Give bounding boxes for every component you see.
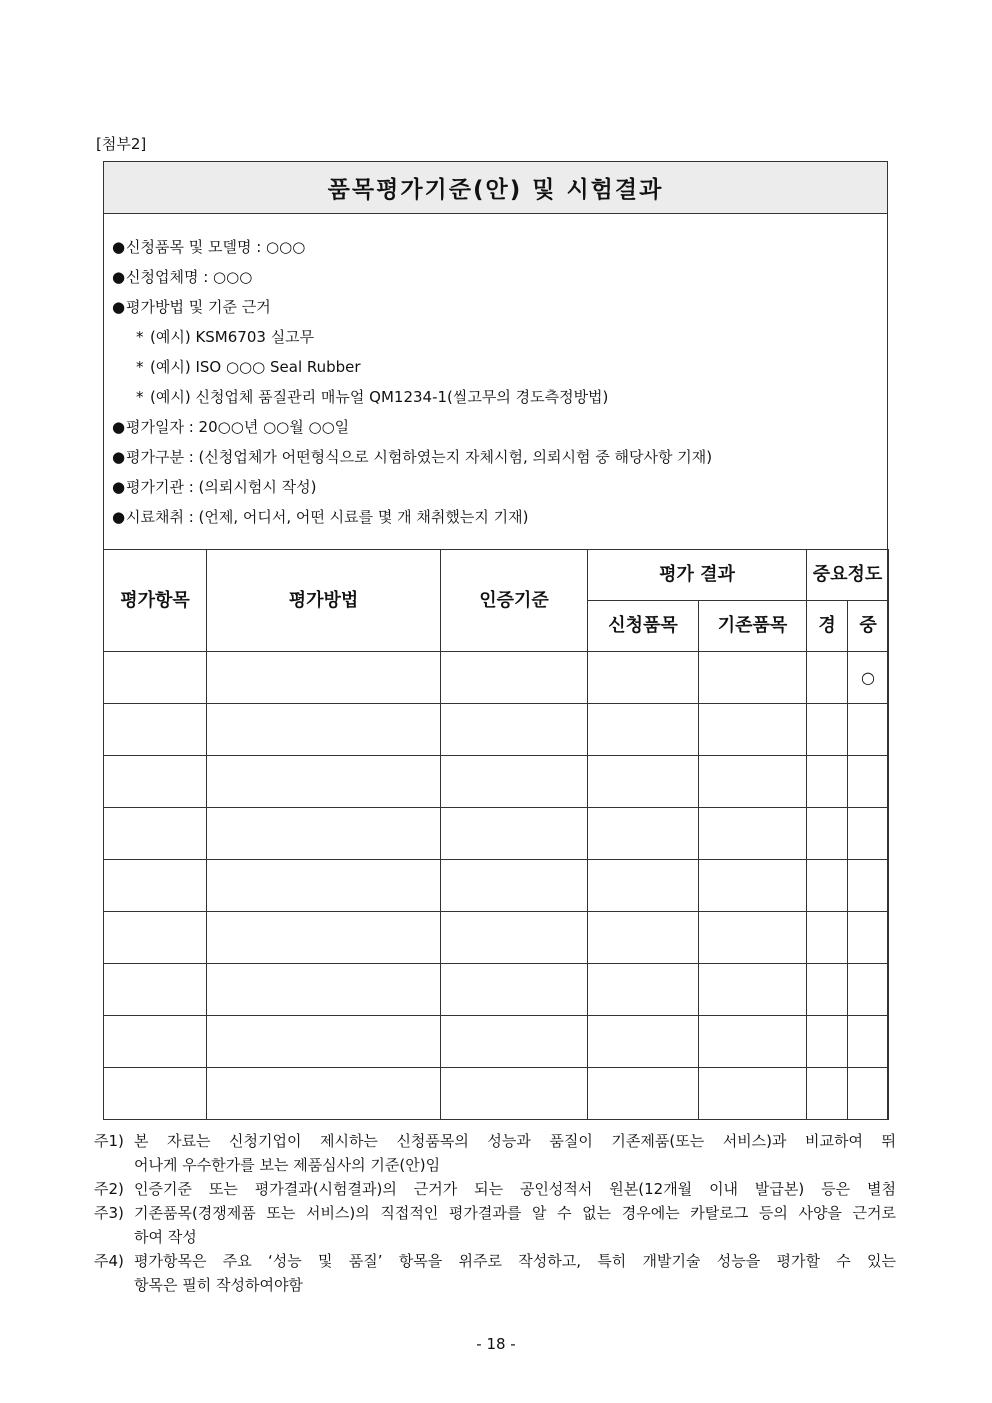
footnote — [94, 1201, 896, 1225]
cell-heavy[interactable] — [848, 964, 889, 1016]
asterisk-marker: * — [136, 388, 144, 406]
cell-applied[interactable] — [588, 860, 699, 912]
cell-light[interactable] — [807, 808, 848, 860]
footnote-continuation: 어나게 우수한가를 보는 제품심사의 기준(안)임 — [134, 1156, 441, 1174]
cell-item[interactable] — [104, 808, 207, 860]
table-row — [104, 964, 889, 1016]
cell-existing[interactable] — [699, 964, 807, 1016]
bullet-marker: ● — [112, 448, 126, 466]
info-item-text: 평가일자 : 20○○년 ○○월 ○○일 — [126, 418, 350, 436]
cell-existing[interactable] — [699, 756, 807, 808]
table-row — [104, 912, 889, 964]
footnote — [94, 1249, 896, 1273]
cell-applied[interactable] — [588, 704, 699, 756]
cell-method[interactable] — [207, 860, 441, 912]
cell-method[interactable] — [207, 1016, 441, 1068]
table-row — [104, 1068, 889, 1120]
cell-existing[interactable] — [699, 860, 807, 912]
info-item — [112, 502, 887, 532]
cell-light[interactable] — [807, 1016, 848, 1068]
info-item — [112, 412, 887, 442]
cell-criteria[interactable] — [441, 808, 588, 860]
bullet-marker: ● — [112, 268, 126, 286]
cell-heavy[interactable] — [848, 1068, 889, 1120]
info-item-text: 평가구분 : (신청업체가 어떤형식으로 시험하였는지 자체시험, 의뢰시험 중 해당사항 기재) — [126, 448, 713, 466]
table-row — [104, 860, 889, 912]
cell-item[interactable] — [104, 756, 207, 808]
cell-light[interactable] — [807, 704, 848, 756]
cell-item[interactable] — [104, 652, 207, 704]
footnote-continuation: 하여 작성 — [134, 1228, 197, 1246]
cell-existing[interactable] — [699, 704, 807, 756]
attachment-label: [첨부2] — [96, 135, 147, 153]
cell-heavy[interactable] — [848, 756, 889, 808]
info-item — [112, 382, 887, 412]
bullet-marker: ● — [112, 298, 126, 316]
cell-existing[interactable] — [699, 808, 807, 860]
info-item-text: (예시) ISO ○○○ Seal Rubber — [150, 358, 361, 376]
cell-method[interactable] — [207, 808, 441, 860]
cell-existing[interactable] — [699, 912, 807, 964]
cell-applied[interactable] — [588, 756, 699, 808]
footnote-text: 본 자료는 신청기업이 제시하는 신청품목의 성능과 품질이 기존제품(또는 서비스)과 비교하여 뛰 — [134, 1132, 896, 1150]
cell-criteria[interactable] — [441, 704, 588, 756]
cell-method[interactable] — [207, 756, 441, 808]
info-item-text: (예시) 신청업체 품질관리 매뉴얼 QM1234-1(씰고무의 경도측정방법) — [150, 388, 609, 406]
bullet-marker: ● — [112, 478, 126, 496]
footnote — [94, 1129, 896, 1153]
info-item-text: 신청품목 및 모델명 : ○○○ — [126, 238, 306, 256]
evaluation-form — [103, 161, 888, 1120]
cell-heavy[interactable]: ○ — [848, 652, 889, 704]
cell-criteria[interactable] — [441, 860, 588, 912]
cell-light[interactable] — [807, 756, 848, 808]
header-eval-item: 평가항목 — [104, 550, 207, 652]
info-item — [112, 292, 887, 322]
cell-method[interactable] — [207, 964, 441, 1016]
cell-item[interactable] — [104, 1016, 207, 1068]
cell-heavy[interactable] — [848, 808, 889, 860]
cell-existing[interactable] — [699, 1016, 807, 1068]
table-row — [104, 652, 889, 704]
footnote-continuation: 항목은 필히 작성하여야함 — [134, 1276, 303, 1294]
header-existing-item: 기존품목 — [699, 601, 807, 652]
cell-item[interactable] — [104, 912, 207, 964]
bullet-marker: ● — [112, 238, 126, 256]
cell-criteria[interactable] — [441, 652, 588, 704]
info-item-text: 평가방법 및 기준 근거 — [126, 298, 271, 316]
cell-light[interactable] — [807, 964, 848, 1016]
cell-existing[interactable] — [699, 1068, 807, 1120]
cell-method[interactable] — [207, 704, 441, 756]
header-eval-result: 평가 결과 — [588, 550, 807, 601]
info-item — [112, 232, 887, 262]
cell-method[interactable] — [207, 652, 441, 704]
cell-applied[interactable] — [588, 912, 699, 964]
cell-heavy[interactable] — [848, 1016, 889, 1068]
footnote — [94, 1177, 896, 1201]
cell-applied[interactable] — [588, 1016, 699, 1068]
page-number: - 18 - — [476, 1335, 516, 1353]
cell-criteria[interactable] — [441, 756, 588, 808]
bullet-marker: ● — [112, 418, 126, 436]
cell-applied[interactable] — [588, 964, 699, 1016]
header-importance: 중요정도 — [807, 550, 889, 601]
info-item — [112, 322, 887, 352]
table-body — [104, 652, 889, 1120]
cell-light[interactable] — [807, 860, 848, 912]
cell-method[interactable] — [207, 1068, 441, 1120]
info-item-text: 시료채취 : (언제, 어디서, 어떤 시료를 몇 개 채취했는지 기재) — [126, 508, 529, 526]
info-item — [112, 352, 887, 382]
footnote-text: 평가항목은 주요 ‘성능 및 품질’ 항목을 위주로 작성하고, 특히 개발기술 성능을 평가할 수 있는 — [134, 1252, 896, 1270]
info-item — [112, 262, 887, 292]
info-item-text: (예시) KSM6703 실고무 — [150, 328, 315, 346]
header-light: 경 — [807, 601, 848, 652]
footnote-text: 인증기준 또는 평가결과(시험결과)의 근거가 되는 공인성적서 원본(12개월 이내 발급본) 등은 별첨 — [134, 1180, 896, 1198]
info-item — [112, 442, 887, 472]
cell-applied[interactable] — [588, 808, 699, 860]
asterisk-marker: * — [136, 328, 144, 346]
header-eval-method: 평가방법 — [207, 550, 441, 652]
bullet-marker: ● — [112, 508, 126, 526]
footnote-number: 주1) — [94, 1132, 124, 1150]
footnote-number: 주3) — [94, 1204, 124, 1222]
cell-light[interactable] — [807, 912, 848, 964]
table-row — [104, 704, 889, 756]
footnote-text: 기존품목(경쟁제품 또는 서비스)의 직접적인 평가결과를 알 수 없는 경우에는 카탈로그 등의 사양을 근거로 — [134, 1204, 896, 1222]
header-heavy: 중 — [848, 601, 889, 652]
info-item-text: 신청업체명 : ○○○ — [126, 268, 253, 286]
cell-method[interactable] — [207, 912, 441, 964]
cell-item[interactable] — [104, 1068, 207, 1120]
cell-existing[interactable] — [699, 652, 807, 704]
table-row — [104, 756, 889, 808]
evaluation-table — [103, 549, 889, 1120]
cell-heavy[interactable] — [848, 912, 889, 964]
cell-heavy[interactable] — [848, 704, 889, 756]
info-block — [104, 214, 887, 549]
footnote-number: 주4) — [94, 1252, 124, 1270]
cell-item[interactable] — [104, 860, 207, 912]
cell-criteria[interactable] — [441, 1068, 588, 1120]
cell-criteria[interactable] — [441, 912, 588, 964]
asterisk-marker: * — [136, 358, 144, 376]
footnote-number: 주2) — [94, 1180, 124, 1198]
header-criteria: 인증기준 — [441, 550, 588, 652]
info-list — [112, 232, 887, 532]
cell-light[interactable] — [807, 1068, 848, 1120]
cell-heavy[interactable] — [848, 860, 889, 912]
cell-criteria[interactable] — [441, 1016, 588, 1068]
cell-applied[interactable] — [588, 652, 699, 704]
info-item — [112, 472, 887, 502]
form-title: 품목평가기준(안) 및 시험결과 — [104, 162, 887, 214]
footnotes — [94, 1129, 896, 1297]
cell-item[interactable] — [104, 704, 207, 756]
cell-item[interactable] — [104, 964, 207, 1016]
cell-applied[interactable] — [588, 1068, 699, 1120]
cell-criteria[interactable] — [441, 964, 588, 1016]
table-row — [104, 808, 889, 860]
header-applied-item: 신청품목 — [588, 601, 699, 652]
info-item-text: 평가기관 : (의뢰시험시 작성) — [126, 478, 317, 496]
cell-light[interactable] — [807, 652, 848, 704]
table-row — [104, 1016, 889, 1068]
